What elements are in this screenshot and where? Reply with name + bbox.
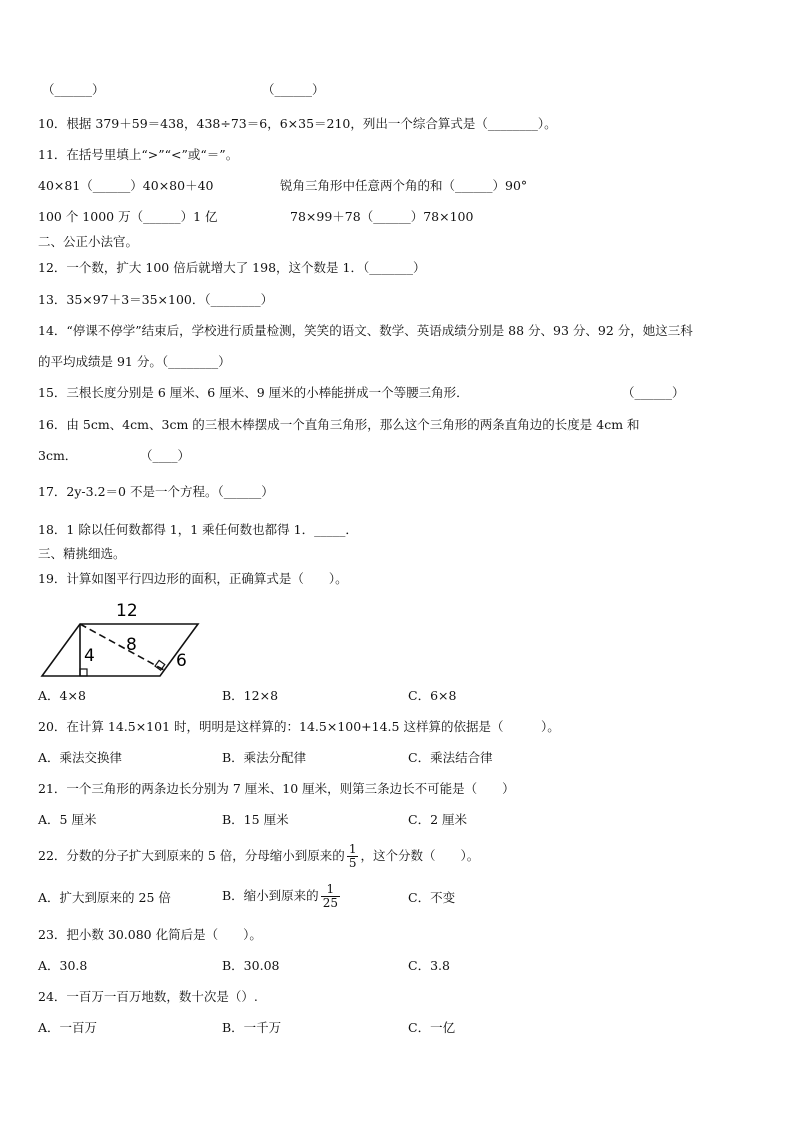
question-17: 17．2y-3.2＝0 不是一个方程。（______） bbox=[38, 484, 274, 499]
question-21-option-b[interactable]: B．15 厘米 bbox=[222, 812, 289, 827]
question-16-line-2: 3cm． bbox=[38, 448, 78, 463]
fraction-numerator: 1 bbox=[326, 882, 335, 896]
question-16-line-1: 16．由 5cm、4cm、3cm 的三根木棒摆成一个直角三角形，那么这个三角形的两条直角边的长度是 4cm 和 bbox=[38, 417, 640, 432]
parallelogram-shape bbox=[42, 624, 198, 676]
question-11-stem: 11．在括号里填上“>”“<”或“＝”。 bbox=[38, 147, 239, 162]
question-23-option-a[interactable]: A．30.8 bbox=[38, 958, 88, 973]
question-19-option-c[interactable]: C．6×8 bbox=[408, 688, 457, 703]
question-22-option-b-text: B．缩小到原来的 bbox=[222, 888, 319, 903]
question-22-stem-b: ，这个分数（ ）。 bbox=[360, 848, 480, 863]
question-20-option-a[interactable]: A．乘法交换律 bbox=[38, 750, 123, 765]
label-side: 6 bbox=[176, 651, 187, 671]
question-22-option-c[interactable]: C．不变 bbox=[408, 890, 456, 905]
question-19-stem: 19．计算如图平行四边形的面积，正确算式是（ ）。 bbox=[38, 571, 348, 586]
question-24-stem: 24．一百万一百万地数，数十次是（）. bbox=[38, 989, 258, 1004]
question-21-option-c[interactable]: C．2 厘米 bbox=[408, 812, 467, 827]
parallelogram-figure bbox=[36, 598, 206, 680]
question-11-a: 40×81（______）40×80＋40 bbox=[38, 178, 214, 193]
question-24-option-a[interactable]: A．一百万 bbox=[38, 1020, 98, 1035]
question-23-stem: 23．把小数 30.080 化简后是（ ）。 bbox=[38, 927, 262, 942]
top-blank-2: （______） bbox=[262, 82, 325, 97]
question-22-option-a[interactable]: A．扩大到原来的 25 倍 bbox=[38, 890, 171, 905]
question-20-stem: 20．在计算 14.5×101 时，明明是这样算的：14.5×100+14.5 这样算的依据是（ ）。 bbox=[38, 719, 560, 734]
question-20-option-c[interactable]: C．乘法结合律 bbox=[408, 750, 493, 765]
question-18: 18．1 除以任何数都得 1，1 乘任何数也都得 1．_____． bbox=[38, 522, 358, 537]
question-14-line-2: 的平均成绩是 91 分。（________） bbox=[38, 354, 231, 369]
section-2-heading: 二、公正小法官。 bbox=[38, 234, 139, 249]
question-24-option-c[interactable]: C．一亿 bbox=[408, 1020, 456, 1035]
question-20-option-b[interactable]: B．乘法分配律 bbox=[222, 750, 307, 765]
question-13: 13．35×97＋3＝35×100．（________） bbox=[38, 292, 274, 307]
question-21-stem: 21．一个三角形的两条边长分别为 7 厘米、10 厘米，则第三条边长不可能是（ ） bbox=[38, 781, 515, 796]
question-11-d: 78×99＋78（______）78×100 bbox=[290, 209, 474, 224]
question-15-blank: （______） bbox=[622, 385, 685, 400]
question-19-option-a[interactable]: A．4×8 bbox=[38, 688, 86, 703]
question-11-b: 锐角三角形中任意两个角的和（______）90° bbox=[280, 178, 528, 193]
question-12: 12．一个数，扩大 100 倍后就增大了 198，这个数是 1．（_______） bbox=[38, 260, 426, 275]
question-24-option-b[interactable]: B．一千万 bbox=[222, 1020, 282, 1035]
label-height: 4 bbox=[84, 646, 95, 666]
question-10: 10．根据 379＋59＝438，438÷73＝6，6×35＝210，列出一个综合算式是（________）。 bbox=[38, 116, 557, 131]
question-22-fraction bbox=[347, 843, 359, 870]
question-22-stem-a: 22．分数的分子扩大到原来的 5 倍，分母缩小到原来的 bbox=[38, 848, 345, 863]
question-14-line-1: 14．“停课不停学”结束后，学校进行质量检测，笑笑的语文、数学、英语成绩分别是 88 分、93 分、92 分，她这三科 bbox=[38, 323, 693, 338]
question-22-option-b[interactable] bbox=[222, 878, 342, 914]
question-19-option-b[interactable]: B．12×8 bbox=[222, 688, 279, 703]
section-3-heading: 三、精挑细选。 bbox=[38, 546, 126, 561]
fraction-denominator: 25 bbox=[322, 896, 338, 910]
label-top: 12 bbox=[116, 601, 138, 621]
question-23-option-b[interactable]: B．30.08 bbox=[222, 958, 280, 973]
question-23-option-c[interactable]: C．3.8 bbox=[408, 958, 450, 973]
question-21-option-a[interactable]: A．5 厘米 bbox=[38, 812, 97, 827]
question-16-blank: （____） bbox=[140, 448, 191, 463]
fraction-denominator: 5 bbox=[348, 856, 357, 870]
question-11-c: 100 个 1000 万（______）1 亿 bbox=[38, 209, 218, 224]
top-blank-1: （______） bbox=[42, 82, 105, 97]
label-diag: 8 bbox=[126, 635, 137, 655]
question-15: 15．三根长度分别是 6 厘米、6 厘米、9 厘米的小棒能拼成一个等腰三角形． bbox=[38, 385, 469, 400]
right-angle-mark-bottom bbox=[80, 669, 87, 676]
question-22-stem bbox=[38, 838, 479, 874]
question-22-option-b-fraction bbox=[321, 883, 340, 910]
fraction-numerator: 1 bbox=[348, 842, 357, 856]
